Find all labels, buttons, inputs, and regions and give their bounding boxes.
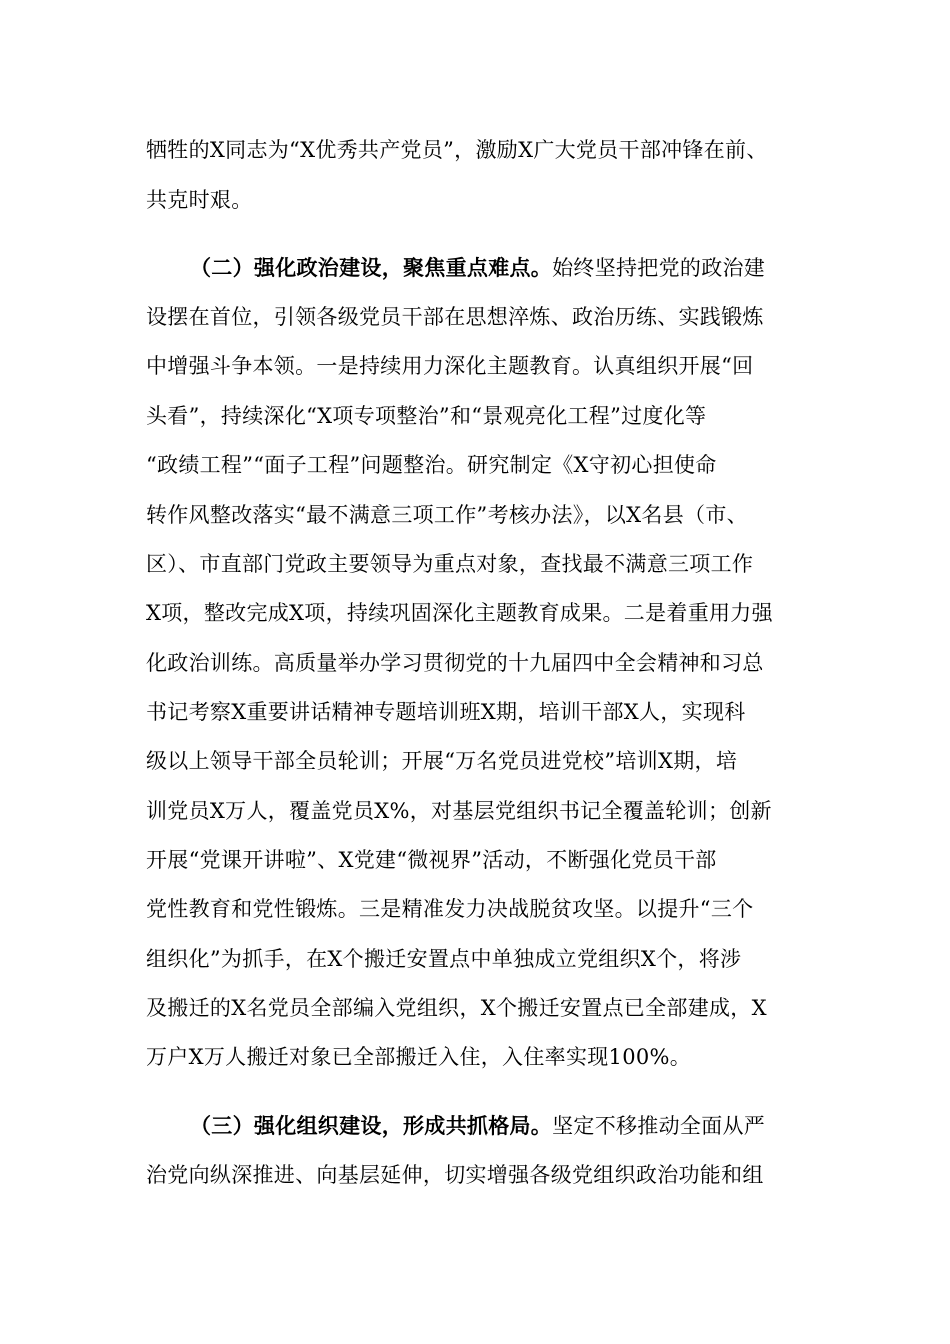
paragraph-line: 头看”，持续深化“X项专项整治”和“景观亮化工程”过度化等 — [146, 404, 707, 428]
paragraph-line: 化政治训练。高质量举办学习贯彻党的十九届四中全会精神和习总 — [146, 651, 764, 675]
paragraph-line: 万户X万人搬迁对象已全部搬迁入住，入住率实现100%。 — [146, 1045, 692, 1069]
section-2-heading: （二）强化政治建设，聚焦重点难点。 — [190, 255, 553, 280]
paragraph-line: 治党向纵深推进、向基层延伸，切实增强各级党组织政治功能和组 — [146, 1163, 764, 1187]
paragraph-line: 转作风整改落实“最不满意三项工作”考核办法》，以X名县（市、 — [146, 503, 748, 527]
paragraph-line: 训党员X万人，覆盖党员X%，对基层党组织书记全覆盖轮训；创新 — [146, 799, 772, 823]
paragraph-line: 中增强斗争本领。一是持续用力深化主题教育。认真组织开展“回 — [146, 354, 754, 378]
section-2-first-line — [190, 253, 765, 283]
paragraph-line: X项，整改完成X项，持续巩固深化主题教育成果。二是着重用力强 — [146, 601, 773, 625]
paragraph-line: 牺牲的X同志为“X优秀共产党员”，激励X广大党员干部冲锋在前、 — [146, 138, 768, 162]
paragraph-line: 及搬迁的X名党员全部编入党组织，X个搬迁安置点已全部建成，X — [146, 996, 767, 1020]
section-2-first-line-text: 始终坚持把党的政治建 — [552, 256, 766, 280]
section-3-heading: （三）强化组织建设，形成共抓格局。 — [190, 1113, 553, 1138]
paragraph-line: 级以上领导干部全员轮训；开展“万名党员进党校”培训X期，培 — [146, 749, 738, 773]
paragraph-line: 书记考察X重要讲话精神专题培训班X期，培训干部X人，实现科 — [146, 700, 746, 724]
paragraph-line: 共克时艰。 — [146, 188, 253, 212]
paragraph-line: 设摆在首位，引领各级党员干部在思想淬炼、政治历练、实践锻炼 — [146, 305, 764, 329]
paragraph-line: 党性教育和党性锻炼。三是精准发力决战脱贫攻坚。以提升“三个 — [146, 897, 754, 921]
paragraph-line: 组织化”为抓手，在X个搬迁安置点中单独成立党组织X个，将涉 — [146, 947, 742, 971]
section-3-first-line — [190, 1111, 765, 1141]
paragraph-line: “政绩工程”“面子工程”问题整治。研究制定《X守初心担使命 — [146, 453, 717, 477]
paragraph-line: 开展“党课开讲啦”、X党建“微视界”活动，不断强化党员干部 — [146, 848, 717, 872]
paragraph-line: 区）、市直部门党政主要领导为重点对象，查找最不满意三项工作 — [146, 552, 754, 576]
section-3-first-line-text: 坚定不移推动全面从严 — [552, 1114, 766, 1138]
